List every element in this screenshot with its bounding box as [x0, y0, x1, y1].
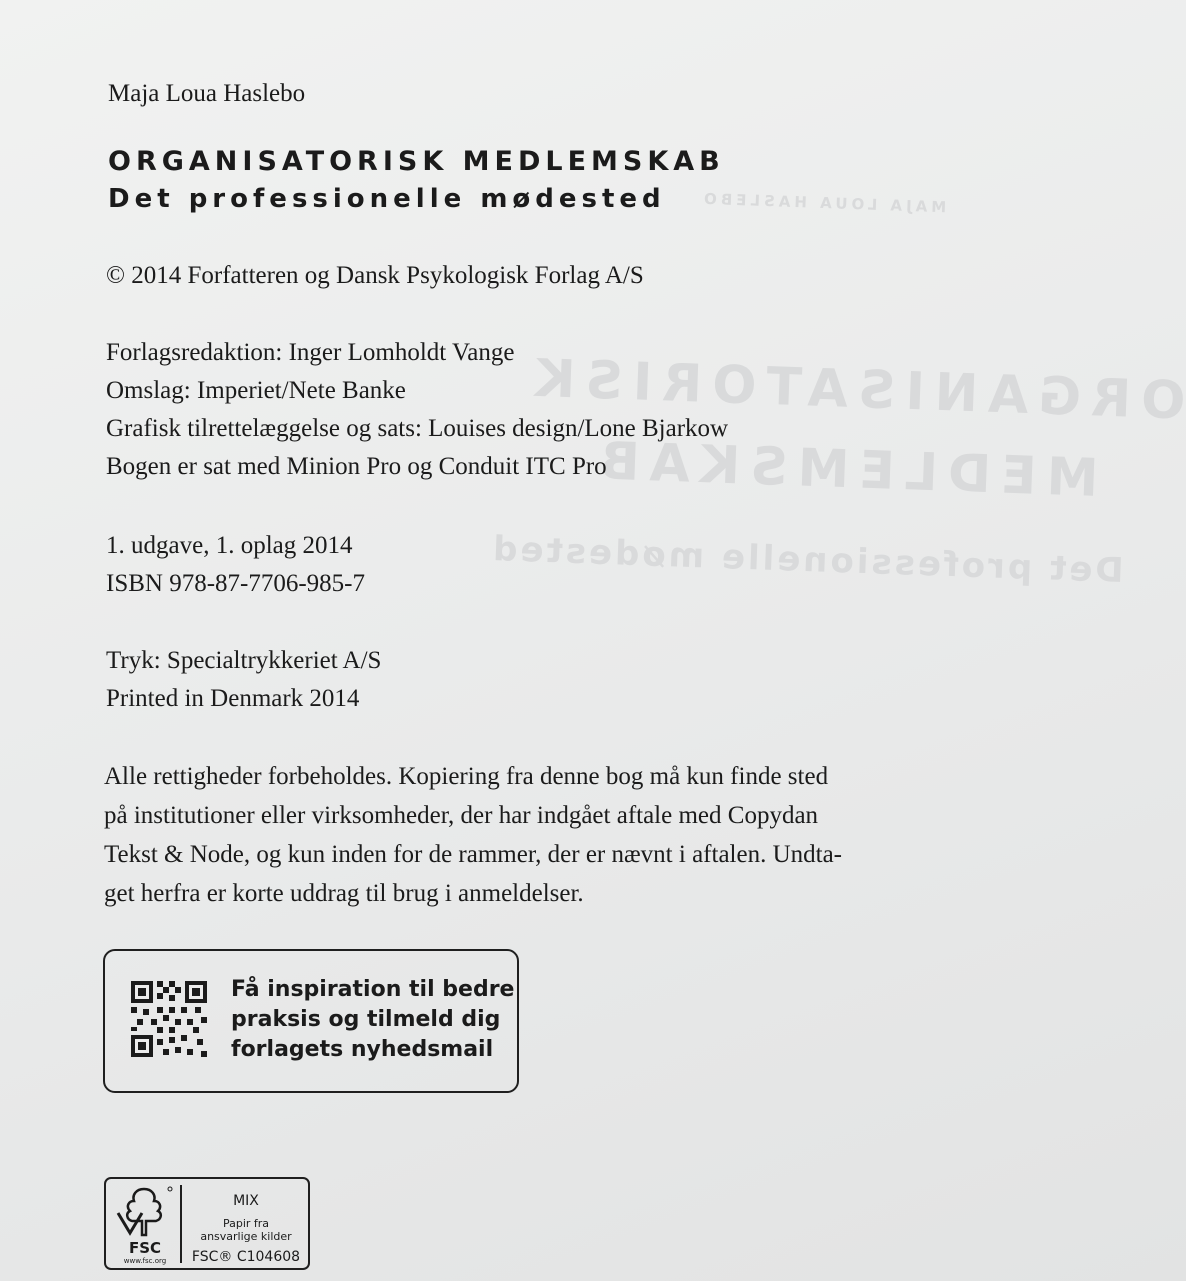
rights-line: Alle rettigheder forbeholdes. Kopiering fra denne bog må kun finde sted — [104, 763, 829, 790]
fsc-mix: MIX — [233, 1193, 259, 1209]
rights-line: Tekst & Node, og kun inden for de rammer, der er nævnt i aftalen. Undta- — [104, 841, 843, 868]
fsc-license-code: FSC® C104608 — [191, 1249, 301, 1265]
fsc-url: www.fsc.org — [123, 1257, 167, 1265]
fsc-divider — [180, 1185, 182, 1263]
isbn-line: ISBN 978-87-7706-985-7 — [106, 570, 366, 597]
show-through-title-line1: ORGANISATORISK — [524, 348, 1186, 432]
newsletter-promo-box — [103, 949, 519, 1093]
credit-line-editor: Forlagsredaktion: Inger Lomholdt Vange — [106, 339, 515, 366]
credit-line-design: Grafisk tilrettelæggelse og sats: Louises design/Lone Bjarkow — [106, 415, 729, 442]
show-through-subtitle: Det professionelle mødested — [489, 528, 1125, 592]
copyright-line: © 2014 Forfatteren og Dansk Psykologisk Forlag A/S — [106, 262, 644, 289]
book-subtitle: Det professionelle mødested — [108, 184, 666, 214]
fsc-logo-word: FSC — [128, 1239, 162, 1257]
fsc-source-line: Papir fra — [222, 1217, 270, 1230]
show-through-title-line2: MEDLEMSKAB — [589, 431, 1100, 509]
rights-line: get herfra er korte uddrag til brug i anmeldelser. — [104, 880, 584, 907]
show-through-author: MAJA LOUA HASLEBO — [699, 189, 947, 217]
qr-code-icon — [129, 979, 209, 1059]
fsc-source-text — [186, 1217, 306, 1243]
promo-line: forlagets nyhedsmail — [231, 1037, 494, 1062]
rights-paragraph — [104, 757, 934, 913]
credit-line-cover: Omslag: Imperiet/Nete Banke — [106, 377, 406, 404]
edition-line: 1. udgave, 1. oplag 2014 — [106, 532, 353, 559]
fsc-tree-icon — [112, 1183, 176, 1243]
rights-line: på institutioner eller virksomheder, der har indgået aftale med Copydan — [104, 802, 819, 829]
author-name: Maja Loua Haslebo — [108, 80, 306, 107]
fsc-source-line: ansvarlige kilder — [200, 1230, 292, 1243]
printer-line: Tryk: Specialtrykkeriet A/S — [106, 647, 382, 674]
promo-line: praksis og tilmeld dig — [231, 1007, 501, 1032]
credit-line-typeset: Bogen er sat med Minion Pro og Conduit ITC Pro — [106, 453, 607, 480]
promo-text — [231, 975, 514, 1065]
printed-in-line: Printed in Denmark 2014 — [106, 685, 360, 712]
book-title: ORGANISATORISK MEDLEMSKAB — [108, 146, 725, 177]
fsc-label — [104, 1177, 310, 1270]
promo-line: Få inspiration til bedre — [231, 977, 515, 1002]
